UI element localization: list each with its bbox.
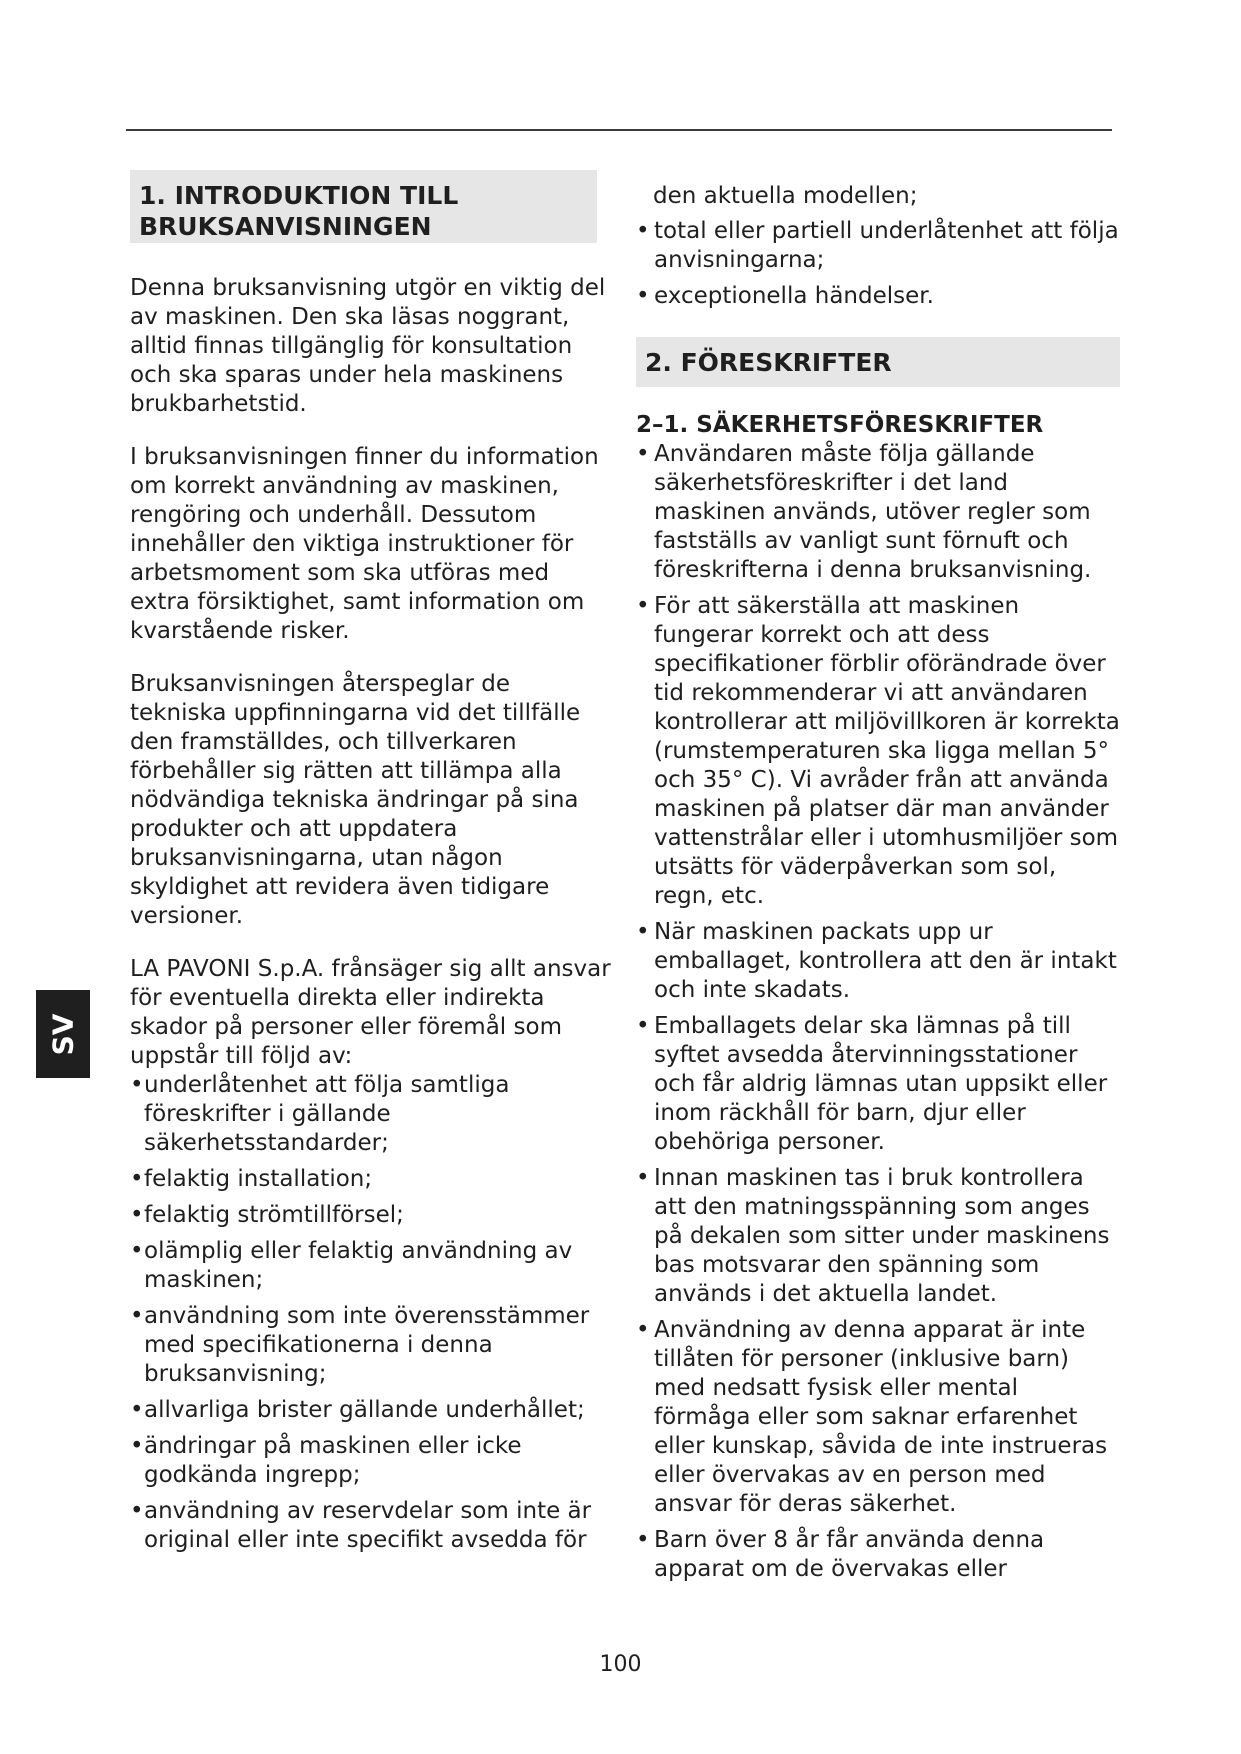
left-column	[130, 180, 612, 1562]
bullet: •	[130, 1166, 144, 1192]
liability-list	[130, 1071, 612, 1555]
bullet: •	[130, 1498, 144, 1524]
list-item: • total eller partiell underlåtenhet att följa anvisningarna;	[636, 218, 1119, 273]
bullet: •	[130, 1072, 144, 1098]
subheading-safety: 2–1. SÄKERHETSFÖRESKRIFTER	[636, 412, 1044, 438]
list-item: • Barn över 8 år får använda denna apparat om de övervakas eller	[636, 1527, 1045, 1582]
list-item: • felaktig installation;	[130, 1166, 373, 1192]
bullet: •	[636, 441, 650, 467]
bullet: •	[130, 1397, 144, 1423]
liability-list-continued	[636, 217, 1120, 311]
list-item: • exceptionella händelser.	[636, 283, 934, 309]
list-item: • allvarliga brister gällande underhållet;	[130, 1397, 585, 1423]
bullet: •	[636, 283, 650, 309]
bullet: •	[636, 593, 650, 619]
list-continuation: den aktuella modellen;	[653, 183, 918, 209]
section-heading-introduction: 1. INTRODUKTION TILL BRUKSANVISNINGEN	[130, 170, 597, 243]
paragraph: Bruksanvisningen återspeglar de tekniska uppfinningarna vid det tillfälle den framställdes, och tillverkaren förbehåller sig rätten att tillämpa alla nödvändiga tekniska ändringar på sina produkter och att uppdatera bruksanvisningarna, utan någon skyldighet att revidera även tidigare versioner.	[130, 671, 581, 929]
section-heading-regulations: 2. FÖRESKRIFTER	[636, 337, 1120, 387]
bullet: •	[636, 1165, 650, 1191]
bullet: •	[636, 1527, 650, 1553]
list-item: • Emballagets delar ska lämnas på till syftet avsedda återvinningsstationer och får aldrig lämnas utan uppsikt eller inom räckhåll för barn, djur eller obehöriga personer.	[636, 1013, 1108, 1155]
list-item: • ändringar på maskinen eller icke godkända ingrepp;	[130, 1433, 522, 1488]
list-item: • Användning av denna apparat är inte tillåten för personer (inklusive barn) med nedsatt fysisk eller mental förmåga eller som saknar erfarenhet eller kunskap, såvida de inte instrueras eller övervakas av en person med ansvar för deras säkerhet.	[636, 1317, 1108, 1517]
right-column	[636, 182, 1120, 1591]
list-item: • Användaren måste följa gällande säkerhetsföreskrifter i det land maskinen används, utöver regler som fastställs av vanligt sunt förnuft och föreskrifterna i denna bruksanvisning.	[636, 441, 1092, 583]
header-rule	[126, 129, 1112, 131]
list-item: • När maskinen packats upp ur emballaget, kontrollera att den är intakt och inte skadats.	[636, 919, 1117, 1003]
bullet: •	[130, 1202, 144, 1228]
list-item: • användning som inte överensstämmer med specifikationerna i denna bruksanvisning;	[130, 1303, 590, 1387]
bullet: •	[636, 919, 650, 945]
list-item: • användning av reservdelar som inte är original eller inte specifikt avsedda för	[130, 1498, 592, 1553]
list-item: • För att säkerställa att maskinen fungerar korrekt och att dess specifikationer förblir oförändrade över tid rekommenderar vi att användaren kontrollerar att miljövillkoren är korrekta (rumstemperaturen ska ligga mellan 5° och 35° C). Vi avråder från att använda maskinen på platser där man använder vattenstrålar eller i utomhusmiljöer som utsätts för väderpåverkan som sol, regn, etc.	[636, 593, 1120, 909]
paragraph: LA PAVONI S.p.A. frånsäger sig allt ansvar för eventuella direkta eller indirekta skador på personer eller föremål som uppstår till följd av:	[130, 956, 611, 1069]
page-number: 100	[599, 1652, 642, 1677]
list-item: • felaktig strömtillförsel;	[130, 1202, 404, 1228]
list-item: • Innan maskinen tas i bruk kontrollera att den matningsspänning som anges på dekalen som sitter under maskinens bas motsvarar den spänning som används i det aktuella landet.	[636, 1165, 1110, 1307]
paragraph: Denna bruksanvisning utgör en viktig del av maskinen. Den ska läsas noggrant, alltid finnas tillgänglig för konsultation och ska sparas under hela maskinens brukbarhetstid.	[130, 275, 606, 417]
bullet: •	[130, 1433, 144, 1459]
bullet: •	[636, 1013, 650, 1039]
language-code: SV	[46, 1013, 80, 1055]
paragraph: I bruksanvisningen finner du information om korrekt användning av maskinen, rengöring och underhåll. Dessutom innehåller den viktiga instruktioner för arbetsmoment som ska utföras med extra försiktighet, samt information om kvarstående risker.	[130, 444, 599, 644]
list-item: • underlåtenhet att följa samtliga föreskrifter i gällande säkerhetsstandarder;	[130, 1072, 510, 1156]
bullet: •	[636, 218, 650, 244]
bullet: •	[636, 1317, 650, 1343]
bullet: •	[130, 1238, 144, 1264]
language-tab	[36, 990, 90, 1078]
bullet: •	[130, 1303, 144, 1329]
list-item: • olämplig eller felaktig användning av maskinen;	[130, 1238, 573, 1293]
safety-list	[636, 440, 1120, 1584]
